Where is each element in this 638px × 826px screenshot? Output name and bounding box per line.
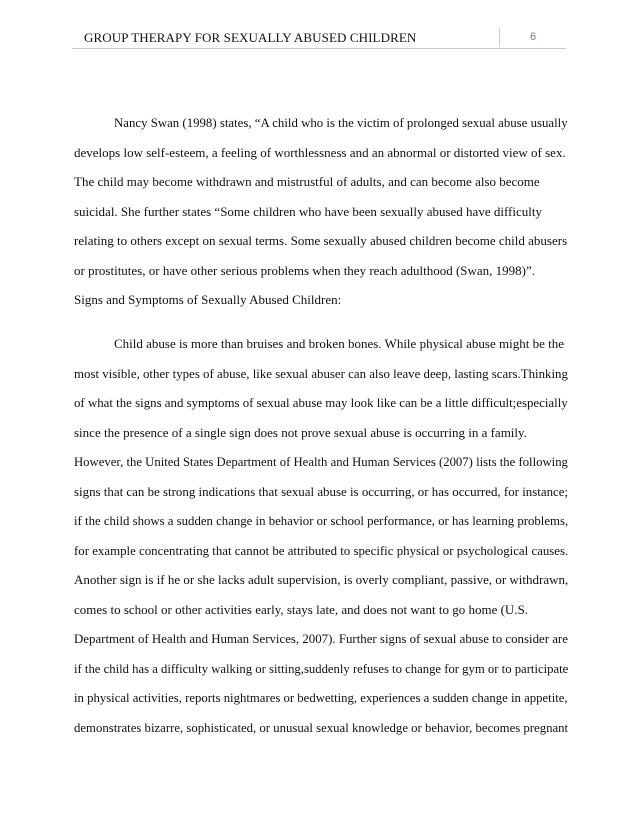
paragraph-2-line-1: Child abuse is more than bruises and broken bones. While physical abuse might be the — [114, 336, 564, 351]
paragraph-2-line-3: of what the signs and symptoms of sexual abuse may look like can be a little difficult;especially — [74, 395, 568, 410]
paragraph-1-line-1: Nancy Swan (1998) states, “A child who is the victim of prolonged sexual abuse usually — [114, 115, 568, 130]
running-head: GROUP THERAPY FOR SEXUALLY ABUSED CHILDREN — [84, 30, 417, 45]
paragraph-2-line-12: if the child has a difficulty walking or sitting,suddenly refuses to change for gym or to participate — [74, 661, 569, 676]
paragraph-1-line-5: relating to others except on sexual terms. Some sexually abused children become child abusers — [74, 233, 568, 248]
section-heading: Signs and Symptoms of Sexually Abused Children: — [74, 292, 342, 307]
paragraph-2-line-6: signs that can be strong indications that sexual abuse is occurring, or has occurred, for instance; — [74, 484, 569, 499]
paragraph-1-line-4: suicidal. She further states “Some children who have been sexually abused have difficulty — [74, 204, 542, 219]
paragraph-2-line-2: most visible, other types of abuse, like sexual abuser can also leave deep, lasting scars.Thinking — [74, 366, 568, 381]
paragraph-2-line-13: in physical activities, reports nightmares or bedwetting, experiences a sudden change in appetite, — [74, 690, 568, 705]
paragraph-2-line-8: for example concentrating that cannot be attributed to specific physical or psychological causes. — [74, 543, 569, 558]
paragraph-2-line-7: if the child shows a sudden change in behavior or school performance, or has learning problems, — [74, 513, 569, 528]
paragraph-2-line-11: Department of Health and Human Services, 2007). Further signs of sexual abuse to consider are — [74, 631, 568, 646]
paragraph-2-line-4: since the presence of a single sign does not prove sexual abuse is occurring in a family. — [74, 425, 527, 440]
paragraph-2-line-5: However, the United States Department of Health and Human Services (2007) lists the following — [74, 454, 568, 469]
paragraph-1-line-6: or prostitutes, or have other serious problems when they reach adulthood (Swan, 1998)”. — [74, 263, 536, 278]
paragraph-2-line-9: Another sign is if he or she lacks adult supervision, is overly compliant, passive, or withdrawn, — [74, 572, 569, 587]
paragraph-2-line-14: demonstrates bizarre, sophisticated, or unusual sexual knowledge or behavior, becomes pregnant — [74, 720, 569, 735]
paragraph-1-line-2: develops low self-esteem, a feeling of worthlessness and an abnormal or distorted view of sex. — [74, 145, 566, 160]
page-number: 6 — [499, 28, 566, 47]
page-header — [72, 28, 566, 49]
paragraph-1-line-3: The child may become withdrawn and mistrustful of adults, and can become also become — [74, 174, 540, 189]
paragraph-2-line-10: comes to school or other activities early, stays late, and does not want to go home (U.S. — [74, 602, 529, 617]
